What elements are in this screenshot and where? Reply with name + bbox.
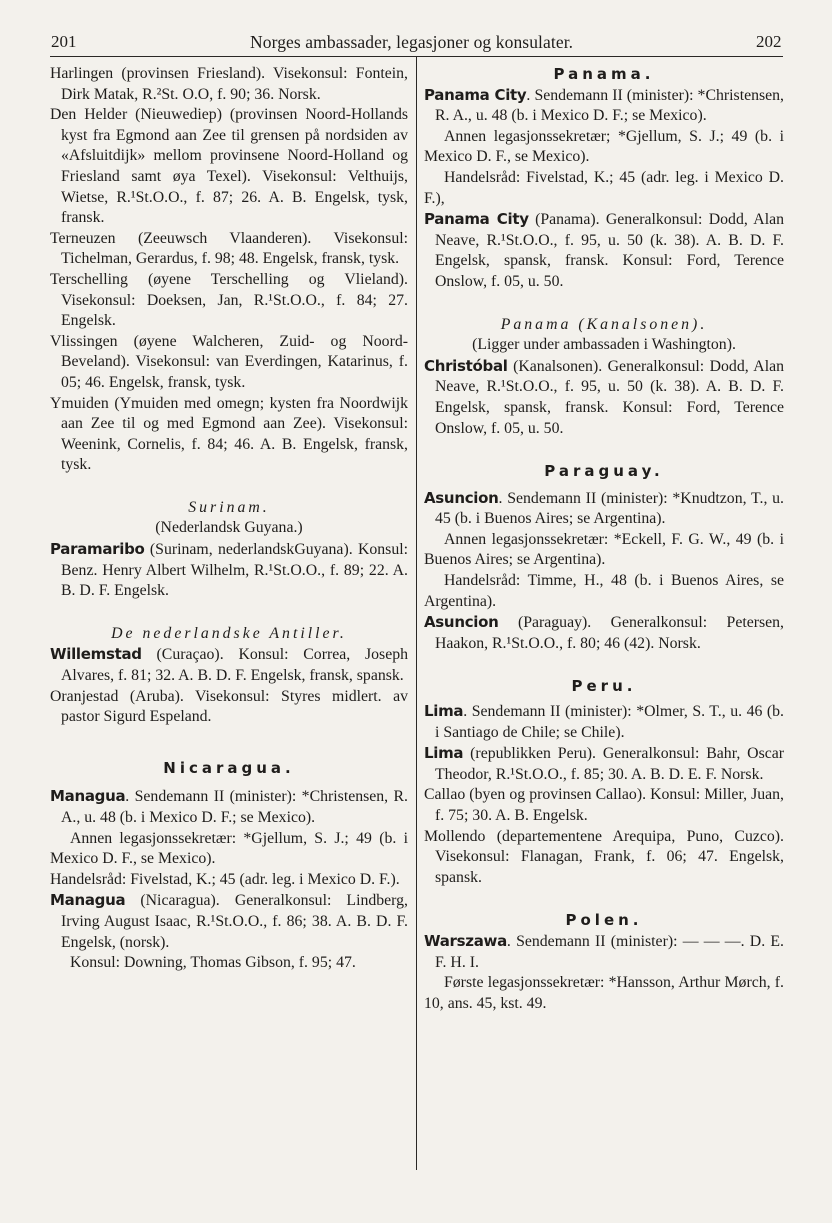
- place-name: Managua: [50, 787, 126, 806]
- place-name: Managua: [50, 891, 126, 910]
- entry-harlingen: Harlingen (provinsen Friesland). Visekonsul: Fontein, Dirk Matak, R.²St. O.O, f. 90; 36. Norsk.: [50, 65, 408, 103]
- column-divider: [416, 57, 417, 1170]
- entry-managua-secretary: Annen legasjonssekretær: *Gjellum, S. J.; 49 (b. i Mexico D. F., se Mexico).: [50, 829, 408, 868]
- section-subtitle-surinam: (Nederlandsk Guyana.): [155, 519, 303, 537]
- place-name: Lima: [424, 744, 464, 763]
- section-title-polen: Polen.: [565, 911, 643, 930]
- entry-panama-legation: Panama City. Sendemann II (minister): *Christensen, R. A., u. 48 (b. i Mexico D. F.; se Mexico).: [424, 85, 784, 125]
- place-name: Christóbal: [424, 356, 508, 375]
- entry-managua-consul: Konsul: Downing, Thomas Gibson, f. 95; 47.: [70, 954, 356, 972]
- section-title-panama: Panama.: [553, 65, 655, 83]
- entry-willemstad: Willemstad (Curaçao). Konsul: Correa, Joseph Alvares, f. 81; 32. A. B. D. F. Engelsk, fransk, spansk.: [50, 645, 409, 685]
- entry-asuncion-trade: Handelsråd: Timme, H., 48 (b. i Buenos Aires, se Argentina).: [424, 572, 784, 610]
- place-name: Willemstad: [50, 645, 142, 664]
- page-number-right: 202: [756, 32, 782, 51]
- entry-paramaribo: Paramaribo (Surinam, nederlandskGuyana). Konsul: Benz. Henry Albert Wilhelm, R.¹St.O.O., f. 89; 22. A. B. D. F. Engelsk.: [50, 540, 409, 600]
- entry-lima-legation: Lima. Sendemann II (minister): *Olmer, S. T., u. 46 (b. i Santiago de Chile; se Chile).: [424, 702, 784, 741]
- entry-managua-consulate: Managua (Nicaragua). Generalkonsul: Lindberg, Irving August Isaac, R.¹St.O.O., f. 86; 38. A. B. D. F. Engelsk, (norsk).: [50, 891, 408, 951]
- entry-vlissingen: Vlissingen (øyene Walcheren, Zuid- og Noord-Beveland). Visekonsul: van Everdingen, Katarinus, f. 05; 46. Engelsk, fransk, tysk.: [50, 332, 408, 391]
- entry-panama-secretary: Annen legasjonssekretær; *Gjellum, S. J.; 49 (b. i Mexico D. F., se Mexico).: [424, 127, 784, 166]
- entry-asuncion-secretary: Annen legasjonssekretær: *Eckell, F. G. W., 49 (b. i Buenos Aires; se Argentina).: [424, 530, 784, 569]
- entry-panama-trade: Handelsråd: Fivelstad, K.; 45 (adr. leg. i Mexico D. F.),: [424, 168, 784, 207]
- place-name: Warszawa: [424, 931, 507, 950]
- place-name: Paramaribo: [50, 540, 145, 559]
- entry-christobal: Christóbal (Kanalsonen). Generalkonsul: Dodd, Alan Neave, R.¹St.O.O., f. 95, u. 50 (k. 38). A. B. D. F. Engelsk, spansk, fransk. Konsul: Ford, Terence Onslow, f. 05, u. 50.: [424, 356, 784, 437]
- entry-asuncion-legation: Asuncion. Sendemann II (minister): *Knudtzon, T., u. 45 (b. i Buenos Aires; se Argentina).: [424, 488, 784, 528]
- entry-managua-trade: Handelsråd: Fivelstad, K.; 45 (adr. leg. i Mexico D. F.).: [50, 870, 400, 888]
- entry-warszawa-legation: Warszawa. Sendemann II (minister): — — —. D. E. F. H. I.: [424, 931, 784, 971]
- entry-oranjestad: Oranjestad (Aruba). Visekonsul: Styres midlert. av pastor Sigurd Espeland.: [50, 687, 408, 726]
- place-name: Lima: [424, 702, 464, 721]
- entry-asuncion-consulate: Asuncion (Paraguay). Generalkonsul: Petersen, Haakon, R.¹St.O.O., f. 80; 46 (42). Norsk.: [424, 613, 784, 652]
- place-name: Asuncion: [424, 613, 499, 632]
- page-header: [0, 0, 832, 60]
- place-name: Asuncion: [424, 488, 499, 507]
- entry-panama-consulate: Panama City (Panama). Generalkonsul: Dodd, Alan Neave, R.¹St.O.O., f. 95, u. 50 (k. 38). A. B. D. F. Engelsk, spansk, fransk. Konsul: Ford, Terence Onslow, f. 05, u. 50.: [424, 210, 784, 290]
- section-title-paraguay: Paraguay.: [544, 462, 664, 481]
- right-column: [424, 64, 784, 1014]
- section-title-kanalsonen: Panama (Kanalsonen).: [500, 315, 708, 333]
- entry-den-helder: Den Helder (Nieuwediep) (provinsen Noord-Hollands kyst fra Egmond aan Zee til grensen på nordsiden av «Afsluitdijk» mellom provinsene Noord-Holland og Friesland samt øya Texel). Visekonsul: Velthuijs, Wietse, R.¹St.O.O., f. 87; 26. A. B. Engelsk, tysk, fransk.: [50, 106, 408, 227]
- entry-managua-legation: Managua. Sendemann II (minister): *Christensen, R. A., u. 48 (b. i Mexico D. F.; se Mexico).: [50, 787, 408, 826]
- entry-terneuzen: Terneuzen (Zeeuwsch Vlaanderen). Visekonsul: Tichelman, Gerardus, f. 98; 48. Engelsk, fransk, tysk.: [50, 229, 408, 268]
- entry-warszawa-secretary: Første legasjonssekretær: *Hansson, Arthur Mørch, f. 10, ans. 45, kst. 49.: [424, 974, 784, 1012]
- running-title: Norges ambassader, legasjoner og konsulater.: [250, 32, 574, 52]
- place-name: Panama City: [424, 210, 529, 229]
- section-title-peru: Peru.: [571, 677, 637, 696]
- section-title-nicaragua: Nicaragua.: [163, 758, 295, 777]
- place-name: Panama City: [424, 85, 527, 104]
- entry-lima-consulate: Lima (republikken Peru). Generalkonsul: Bahr, Oscar Theodor, R.¹St.O.O., f. 85; 30. A. B. D. E. F. Norsk.: [424, 744, 785, 783]
- entry-terschelling: Terschelling (øyene Terschelling og Vlieland). Visekonsul: Doeksen, Jan, R.¹St.O.O., f. 84; 27. Engelsk.: [50, 270, 408, 330]
- section-title-antiller: De nederlandske Antiller.: [111, 624, 347, 642]
- section-title-surinam: Surinam.: [188, 498, 270, 516]
- entry-mollendo: Mollendo (departementene Arequipa, Puno, Cuzco). Visekonsul: Flanagan, Frank, f. 06; 47. Engelsk, spansk.: [424, 827, 784, 886]
- page-number-left: 201: [51, 32, 77, 51]
- section-subtitle-kanalsonen: (Ligger under ambassaden i Washington).: [472, 336, 736, 354]
- entry-ymuiden: Ymuiden (Ymuiden med omegn; kysten fra Noordwijk aan Zee til og med Egmond aan Zee). Visekonsul: Weenink, Cornelis, f. 84; 46. A. B. Engelsk, fransk, tysk.: [50, 394, 408, 474]
- entry-callao: Callao (byen og provinsen Callao). Konsul: Miller, Juan, f. 75; 30. A. B. Engelsk.: [424, 786, 784, 824]
- left-column: [50, 64, 408, 974]
